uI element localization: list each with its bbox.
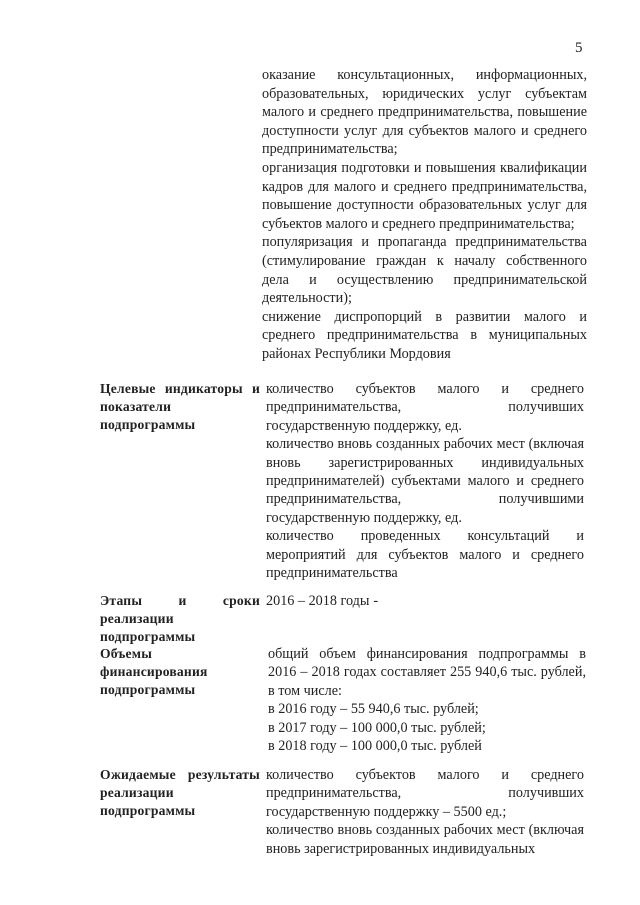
indicator-item: количество вновь созданных рабочих мест (включая вновь зарегистрированных индивидуальных предпринимателей) субъектами малого и среднего предпринимательства, получившими государственную поддержку, ед. [266, 436, 584, 526]
stages-label: Этапы и сроки реализации подпрограммы [100, 593, 260, 644]
indicator-item: количество субъектов малого и среднего предпринимательства, получивших государственную поддержку, ед. [266, 381, 584, 434]
funding-item: в 2018 году – 100 000,0 тыс. рублей [268, 738, 482, 755]
indicators-label: Целевые индикаторы и показатели подпрограммы [100, 381, 260, 432]
page-number: 5 [575, 40, 583, 56]
indicator-item: количество проведенных консультаций и мероприятий для субъектов малого и среднего предпринимательства [266, 528, 584, 582]
result-item: количество вновь созданных рабочих мест (включая вновь зарегистрированных индивидуальных [266, 822, 584, 857]
task-item: организация подготовки и повышения квалификации кадров для малого и среднего предпринимательства, повышение доступности образовательных услуг для субъектов малого и среднего предпринимательства; [262, 159, 587, 232]
task-item: популяризация и пропаганда предпринимательства (стимулирование граждан к началу собственного дела и осуществлению предпринимательской деятельности); [262, 234, 587, 307]
stages-years: 2016 – 2018 годы [266, 593, 370, 609]
results-label: Ожидаемые результаты реализации подпрограммы [100, 767, 260, 818]
funding-item: в 2017 году – 100 000,0 тыс. рублей; [268, 719, 486, 736]
subprogram-tasks-continued [262, 66, 587, 364]
funding-value [268, 645, 586, 755]
funding-item: в 2016 году – 55 940,6 тыс. рублей; [268, 701, 479, 718]
task-item: оказание консультационных, информационных, образовательных, юридических услуг субъектам малого и среднего предпринимательства, повышение доступности услуг для субъектов малого и среднего предпринимательства; [262, 67, 587, 158]
indicators-value [266, 380, 584, 582]
funding-label: Объемы финансирования подпрограммы [100, 646, 208, 697]
stages-dash: - [373, 593, 379, 609]
stages-value [266, 592, 584, 610]
funding-item: общий объем финансирования подпрограммы в 2016 – 2018 годах составляет 255 940,6 тыс. рублей, в том числе: [268, 646, 586, 699]
results-value [266, 766, 584, 858]
result-item: количество субъектов малого и среднего предпринимательства, получивших государственную поддержку – 5500 ед.; [266, 767, 584, 820]
task-item: снижение диспропорций в развитии малого и среднего предпринимательства в муниципальных районах Республики Мордовия [262, 308, 587, 362]
